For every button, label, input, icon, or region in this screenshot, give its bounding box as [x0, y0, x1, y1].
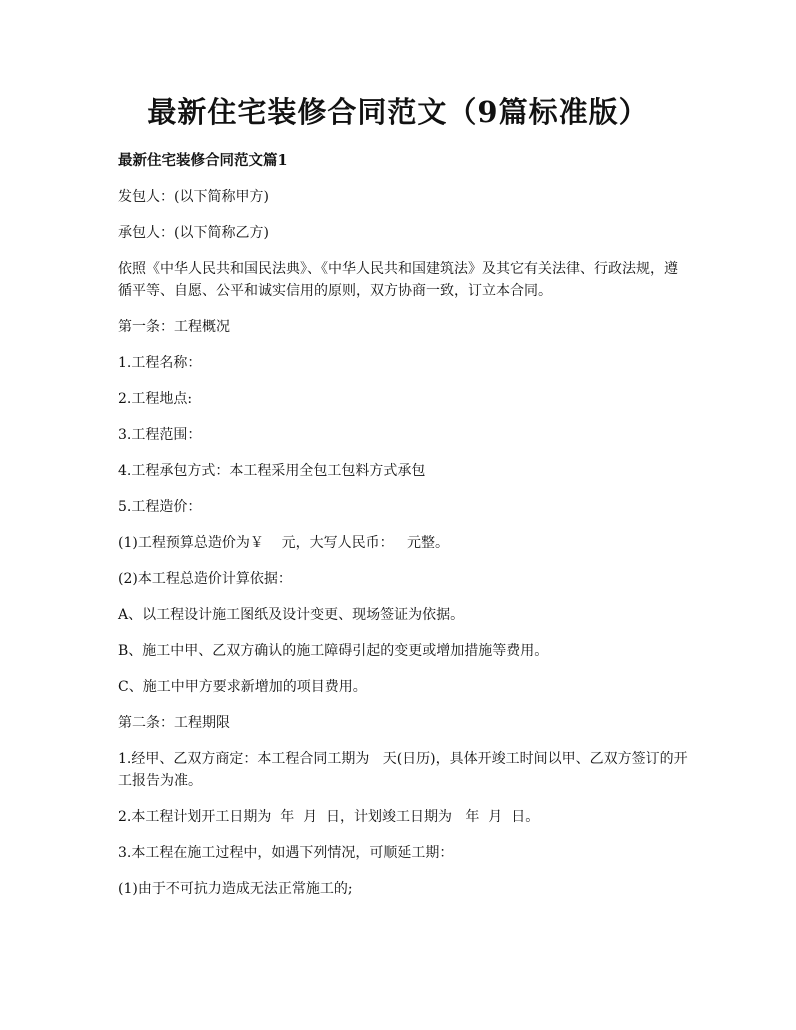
- paragraph-planned-dates: 2.本工程计划开工日期为 年 月 日，计划竣工日期为 年 月 日。: [118, 809, 540, 825]
- paragraph-contract-mode: 4.工程承包方式：本工程采用全包工包料方式承包: [118, 463, 426, 479]
- paragraph-force-majeure: (1)由于不可抗力造成无法正常施工的;: [118, 881, 353, 897]
- paragraph-preamble: 依照《中华人民共和国民法典》、《中华人民共和国建筑法》及其它有关法律、行政法规，遵循平等、自愿、公平和诚实信用的原则，双方协商一致，订立本合同。: [118, 261, 678, 299]
- section-heading: 最新住宅装修合同范文篇1: [118, 152, 288, 169]
- paragraph-employer: 发包人：(以下简称甲方): [118, 189, 269, 205]
- document-title: 最新住宅装修合同范文（9篇标准版）: [147, 95, 649, 129]
- paragraph-extension-conditions: 3.本工程在施工过程中，如遇下列情况，可顺延工期：: [118, 845, 454, 861]
- paragraph-project-name: 1.工程名称：: [118, 355, 202, 371]
- paragraph-basis-a: A、以工程设计施工图纸及设计变更、现场签证为依据。: [118, 607, 465, 623]
- paragraph-project-location: 2.工程地点:: [118, 391, 193, 407]
- paragraph-project-scope: 3.工程范围：: [118, 427, 202, 443]
- paragraph-basis-c: C、施工中甲方要求新增加的项目费用。: [118, 679, 367, 695]
- paragraph-contract-period: 1.经甲、乙双方商定：本工程合同工期为 天(日历)，具体开竣工时间以甲、乙双方签订的开工报告为准。: [118, 751, 688, 789]
- paragraph-cost-basis: (2)本工程总造价计算依据：: [118, 571, 292, 587]
- article-1-heading: 第一条：工程概况: [118, 319, 230, 335]
- paragraph-contractor: 承包人：(以下简称乙方): [118, 225, 269, 241]
- paragraph-project-cost: 5.工程造价：: [118, 499, 202, 515]
- paragraph-total-budget: (1)工程预算总造价为￥ 元，大写人民币： 元整。: [118, 535, 449, 551]
- article-2-heading: 第二条：工程期限: [118, 715, 230, 731]
- paragraph-basis-b: B、施工中甲、乙双方确认的施工障碍引起的变更或增加措施等费用。: [118, 643, 549, 659]
- document-body: [118, 150, 688, 914]
